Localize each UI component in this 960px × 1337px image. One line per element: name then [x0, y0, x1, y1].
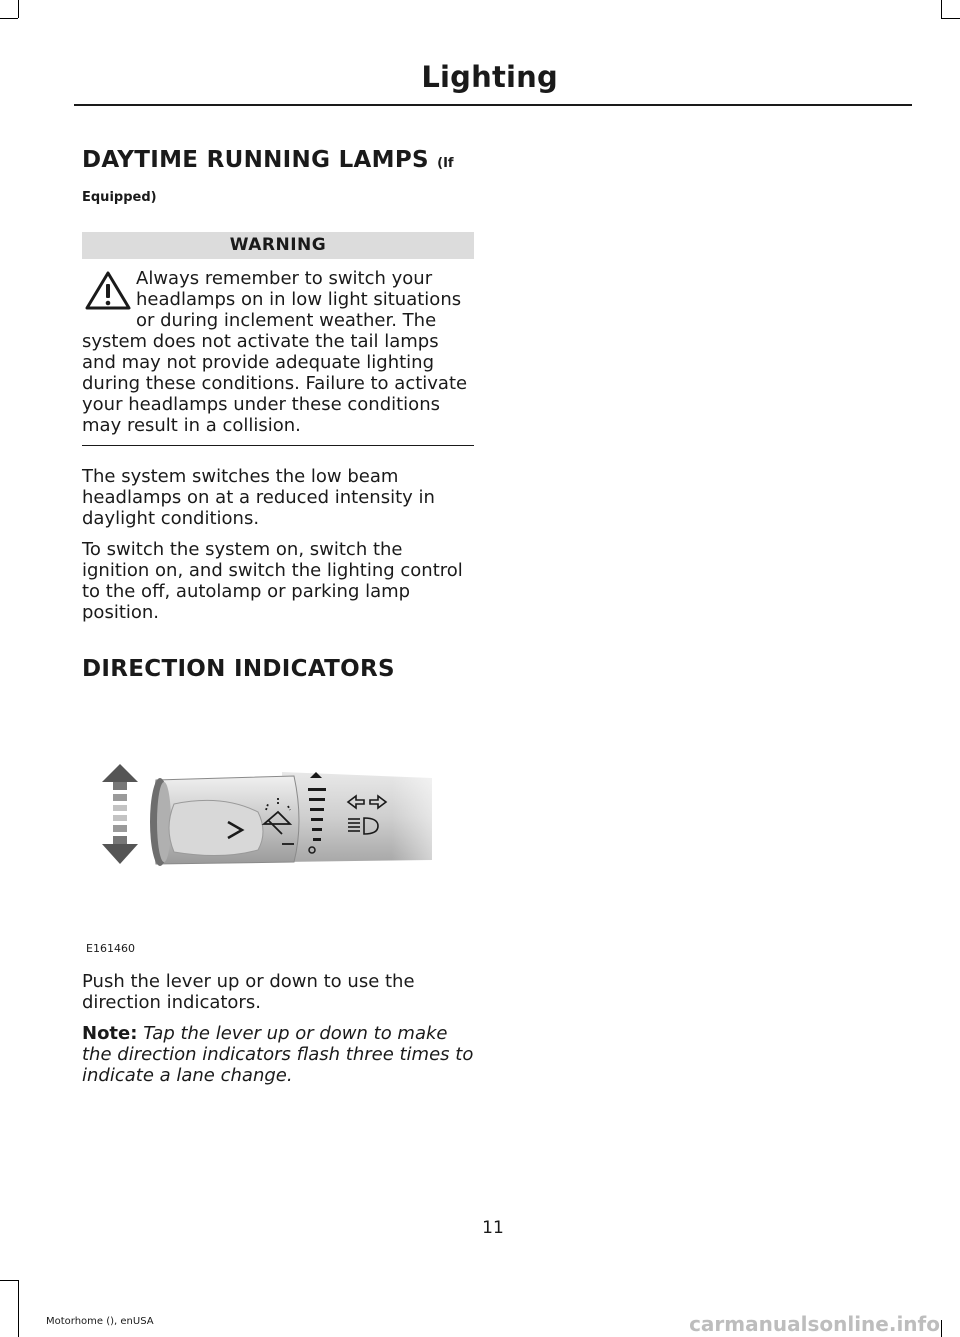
- drl-paragraphs: [82, 466, 474, 623]
- paragraph: Push the lever up or down to use the direction indicators.: [82, 971, 415, 1013]
- section-heading: DIRECTION INDICATORS: [82, 656, 395, 682]
- header-divider: [74, 104, 912, 106]
- page-number: 11: [482, 1218, 504, 1238]
- heading-suffix: (If: [437, 156, 454, 171]
- warning-label: WARNING: [82, 232, 474, 259]
- paragraph: The system switches the low beam headlamps on at a reduced intensity in daylight conditions.: [82, 466, 435, 529]
- crop-mark: [0, 18, 18, 19]
- crop-mark: [941, 0, 942, 18]
- crop-mark: [18, 0, 19, 18]
- direction-text: [82, 971, 474, 1086]
- note: [82, 1023, 474, 1086]
- figure-id: E161460: [86, 942, 135, 955]
- note-label: Note:: [82, 1023, 138, 1044]
- crop-mark: [941, 1320, 942, 1337]
- warning-text: Always remember to switch your headlamps on in low light situations or during inclement weather. The system does not activate the tail lamps and may not provide adequate lighting during these conditions. Failure to activate your headlamps under these conditions may result in a collision.: [82, 268, 468, 436]
- warning-divider: [82, 445, 474, 446]
- drl-heading-block: [82, 146, 474, 205]
- paragraph: To switch the system on, switch the ignition on, and switch the lighting control to the off, autolamp or parking lamp position.: [82, 539, 463, 623]
- crop-mark: [0, 1280, 18, 1281]
- warning-body: [82, 259, 474, 436]
- crop-mark: [18, 1280, 19, 1337]
- section-heading: DAYTIME RUNNING LAMPS (If: [82, 147, 454, 173]
- heading-suffix-line2: Equipped): [82, 190, 157, 205]
- warning-triangle-icon: [82, 268, 134, 312]
- direction-lever-illustration: [82, 712, 474, 962]
- watermark: carmanualsonline.info: [689, 1312, 940, 1336]
- crop-mark: [941, 18, 960, 19]
- up-down-arrow-icon: [102, 764, 138, 864]
- footer-text: Motorhome (), enUSA: [46, 1316, 154, 1327]
- warning-box: [82, 232, 474, 446]
- page-title: Lighting: [421, 60, 558, 94]
- note-text: Tap the lever up or down to make the direction indicators flash three times to indicate a lane change.: [82, 1023, 474, 1086]
